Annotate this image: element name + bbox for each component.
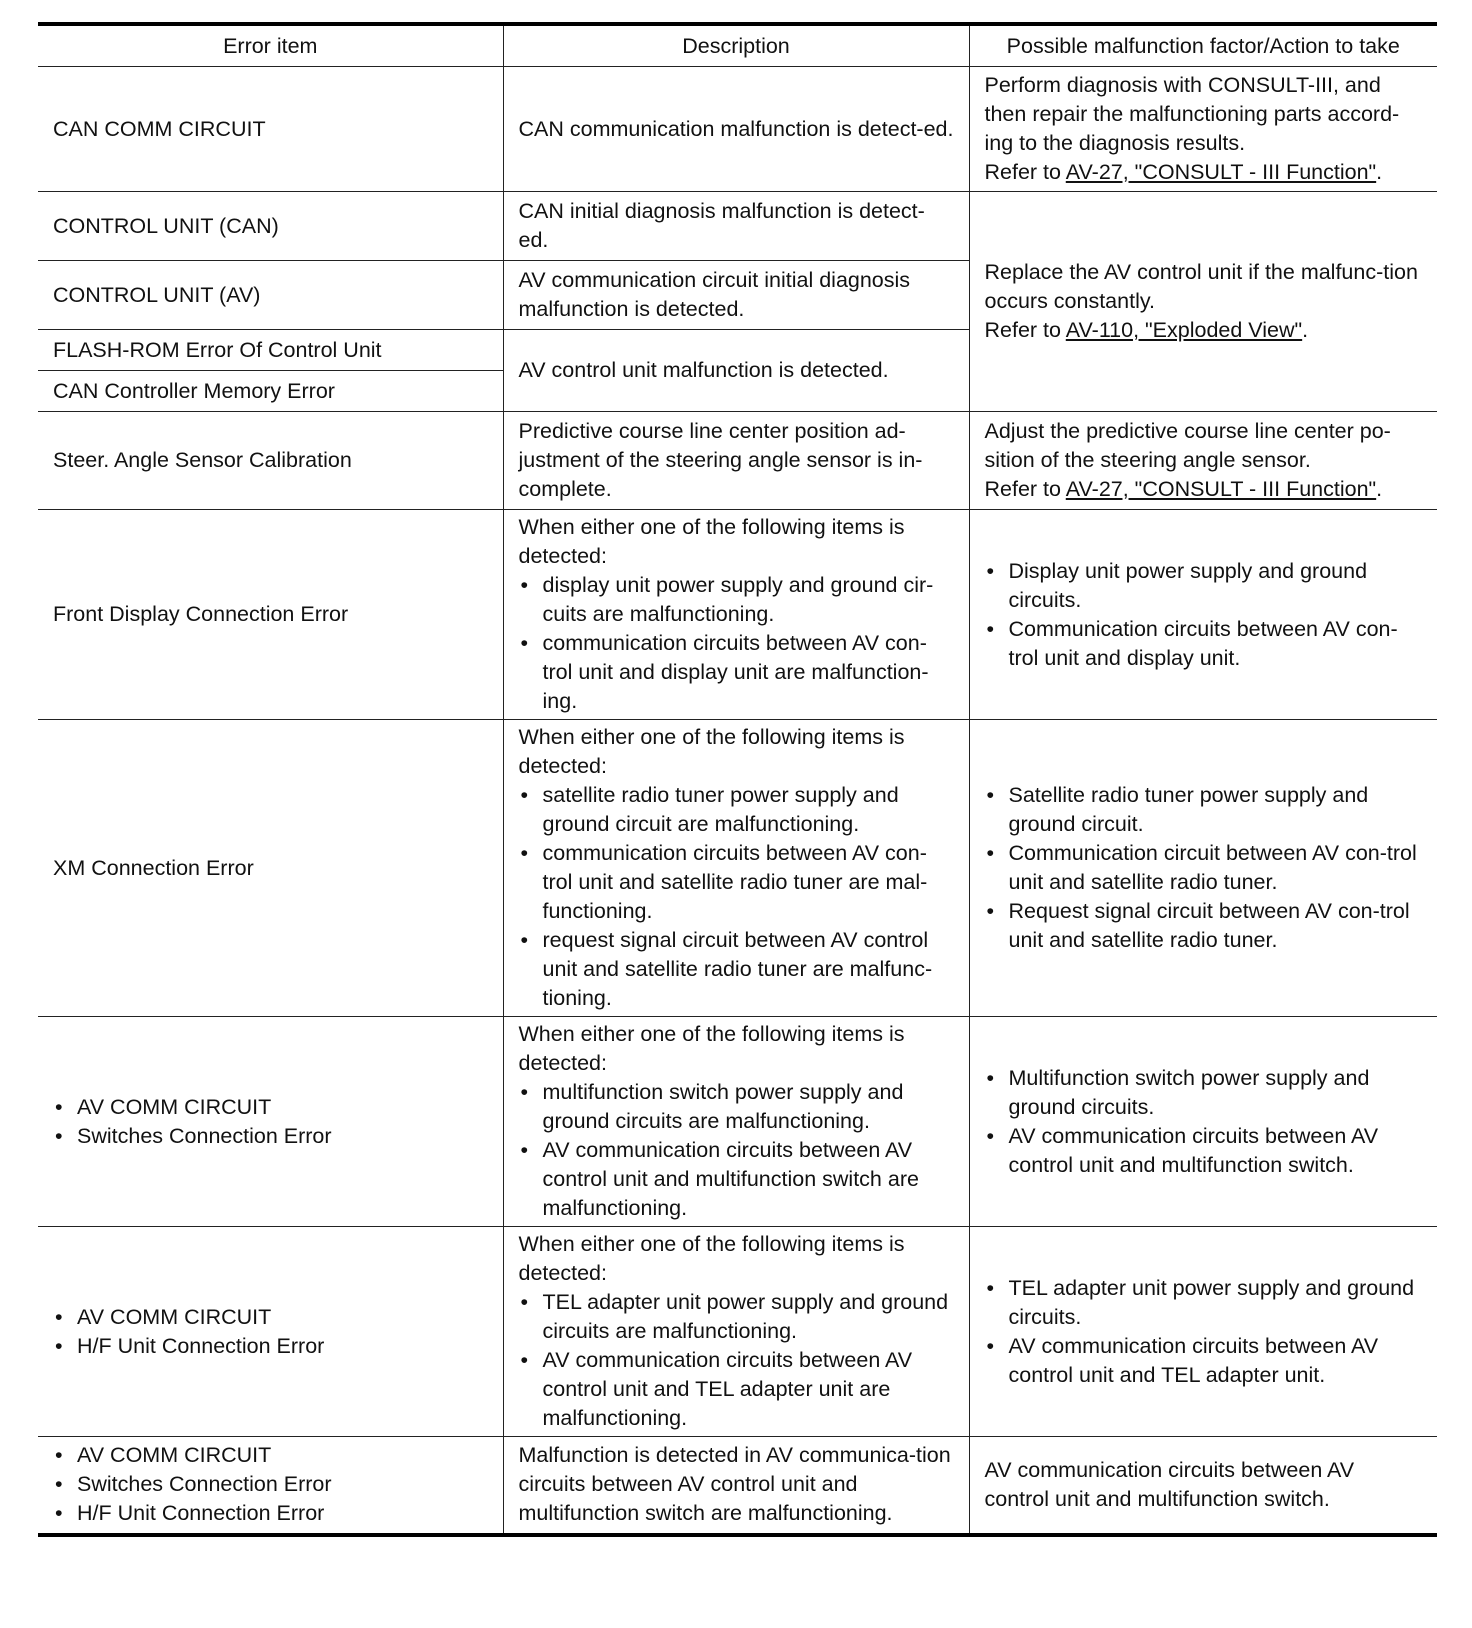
list-item: • AV communication circuits between AV control unit and multifunction switch are malfunctioning. xyxy=(519,1136,955,1223)
list-item: • Request signal circuit between AV con-trol unit and satellite radio tuner. xyxy=(985,897,1424,955)
header-error-item: Error item xyxy=(38,24,503,67)
action-cell xyxy=(969,720,1437,1017)
table-row xyxy=(38,510,1437,720)
list-item: • H/F Unit Connection Error xyxy=(53,1499,489,1528)
description-intro: When either one of the following items is detected: xyxy=(518,1232,905,1285)
description-cell: CAN communication malfunction is detect-ed. xyxy=(503,67,969,192)
header-description: Description xyxy=(503,24,969,67)
list-item: • Switches Connection Error xyxy=(53,1470,489,1499)
list-item: • display unit power supply and ground cir-cuits are malfunctioning. xyxy=(519,571,955,629)
description-cell xyxy=(503,1227,969,1437)
action-cell xyxy=(969,1017,1437,1227)
table-row xyxy=(38,67,1437,192)
description-cell: AV control unit malfunction is detected. xyxy=(503,330,969,412)
error-item-cell: FLASH-ROM Error Of Control Unit xyxy=(38,330,503,371)
description-cell xyxy=(503,720,969,1017)
refer-suffix: . xyxy=(1376,160,1383,184)
list-item: • H/F Unit Connection Error xyxy=(53,1332,489,1361)
description-cell: CAN initial diagnosis malfunction is detect-ed. xyxy=(503,192,969,261)
table-row xyxy=(38,1437,1437,1535)
action-cell xyxy=(969,1227,1437,1437)
table-row xyxy=(38,720,1437,1017)
refer-line xyxy=(985,316,1424,345)
list-item: • AV communication circuits between AV control unit and TEL adapter unit. xyxy=(985,1332,1424,1390)
action-bullet-list xyxy=(985,1274,1424,1390)
reference-link[interactable]: AV-110, "Exploded View" xyxy=(1065,318,1303,342)
description-bullet-list xyxy=(519,1288,955,1433)
reference-link[interactable]: AV-27, "CONSULT - III Function" xyxy=(1065,160,1377,184)
error-item-cell: Steer. Angle Sensor Calibration xyxy=(38,412,503,510)
error-item-cell: CAN Controller Memory Error xyxy=(38,371,503,412)
list-item: • request signal circuit between AV control unit and satellite radio tuner are malfunc-tioning. xyxy=(519,926,955,1013)
error-item-cell xyxy=(38,1227,503,1437)
action-bullet-list xyxy=(985,557,1424,673)
description-bullet-list xyxy=(519,781,955,1013)
list-item: • Communication circuit between AV con-trol unit and satellite radio tuner. xyxy=(985,839,1424,897)
refer-prefix: Refer to xyxy=(984,160,1066,184)
description-cell: Predictive course line center position ad-justment of the steering angle sensor is in-complete. xyxy=(503,412,969,510)
description-bullet-list xyxy=(519,571,955,716)
list-item: • TEL adapter unit power supply and ground circuits are malfunctioning. xyxy=(519,1288,955,1346)
list-item: • AV COMM CIRCUIT xyxy=(53,1093,489,1122)
list-item: • communication circuits between AV con-trol unit and satellite radio tuner are mal-functioning. xyxy=(519,839,955,926)
action-cell: AV communication circuits between AV control unit and multifunction switch. xyxy=(969,1437,1437,1535)
action-bullet-list xyxy=(985,781,1424,955)
header-action: Possible malfunction factor/Action to take xyxy=(969,24,1437,67)
description-intro: When either one of the following items is detected: xyxy=(518,1022,905,1075)
list-item: • Communication circuits between AV con-trol unit and display unit. xyxy=(985,615,1424,673)
list-item: • AV COMM CIRCUIT xyxy=(53,1303,489,1332)
action-cell xyxy=(969,67,1437,192)
description-intro: When either one of the following items is detected: xyxy=(518,725,905,778)
reference-link[interactable]: AV-27, "CONSULT - III Function" xyxy=(1065,477,1377,501)
error-item-bullet-list xyxy=(53,1303,489,1361)
list-item: • satellite radio tuner power supply and ground circuit are malfunctioning. xyxy=(519,781,955,839)
list-item: • Display unit power supply and ground circuits. xyxy=(985,557,1424,615)
list-item: • communication circuits between AV con-trol unit and display unit are malfunction-ing. xyxy=(519,629,955,716)
list-item: • TEL adapter unit power supply and ground circuits. xyxy=(985,1274,1424,1332)
description-cell: AV communication circuit initial diagnosis malfunction is detected. xyxy=(503,261,969,330)
action-bullet-list xyxy=(985,1064,1424,1180)
table-row xyxy=(38,192,1437,261)
description-cell xyxy=(503,1017,969,1227)
list-item: • Satellite radio tuner power supply and ground circuit. xyxy=(985,781,1424,839)
error-item-bullet-list xyxy=(53,1093,489,1151)
action-text: Adjust the predictive course line center po-sition of the steering angle sensor. xyxy=(984,419,1391,472)
list-item: • AV communication circuits between AV control unit and TEL adapter unit are malfunctioning. xyxy=(519,1346,955,1433)
error-item-cell: Front Display Connection Error xyxy=(38,510,503,720)
error-item-cell: CONTROL UNIT (CAN) xyxy=(38,192,503,261)
description-cell: Malfunction is detected in AV communica-tion circuits between AV control unit and multifunction switch are malfunctioning. xyxy=(503,1437,969,1535)
error-item-bullet-list xyxy=(53,1441,489,1528)
error-item-table xyxy=(38,22,1437,1537)
table-row xyxy=(38,412,1437,510)
action-text: Perform diagnosis with CONSULT-III, and then repair the malfunctioning parts accord-ing to the diagnosis results. xyxy=(984,73,1400,155)
refer-prefix: Refer to xyxy=(984,318,1066,342)
table-header-row xyxy=(38,24,1437,67)
description-bullet-list xyxy=(519,1078,955,1223)
description-cell xyxy=(503,510,969,720)
table-row xyxy=(38,1227,1437,1437)
action-cell xyxy=(969,510,1437,720)
action-text: Replace the AV control unit if the malfunc-tion occurs constantly. xyxy=(984,260,1418,313)
list-item: • AV COMM CIRCUIT xyxy=(53,1441,489,1470)
description-intro: When either one of the following items is detected: xyxy=(518,515,905,568)
refer-suffix: . xyxy=(1302,318,1309,342)
list-item: • AV communication circuits between AV control unit and multifunction switch. xyxy=(985,1122,1424,1180)
refer-suffix: . xyxy=(1376,477,1383,501)
error-item-cell: CONTROL UNIT (AV) xyxy=(38,261,503,330)
table-row xyxy=(38,1017,1437,1227)
action-cell xyxy=(969,192,1437,412)
action-cell xyxy=(969,412,1437,510)
list-item: • Switches Connection Error xyxy=(53,1122,489,1151)
error-item-cell: CAN COMM CIRCUIT xyxy=(38,67,503,192)
list-item: • multifunction switch power supply and ground circuits are malfunctioning. xyxy=(519,1078,955,1136)
refer-line xyxy=(985,475,1424,504)
refer-line xyxy=(985,158,1424,187)
error-item-cell: XM Connection Error xyxy=(38,720,503,1017)
list-item: • Multifunction switch power supply and ground circuits. xyxy=(985,1064,1424,1122)
error-item-cell xyxy=(38,1017,503,1227)
error-item-cell xyxy=(38,1437,503,1535)
refer-prefix: Refer to xyxy=(984,477,1066,501)
